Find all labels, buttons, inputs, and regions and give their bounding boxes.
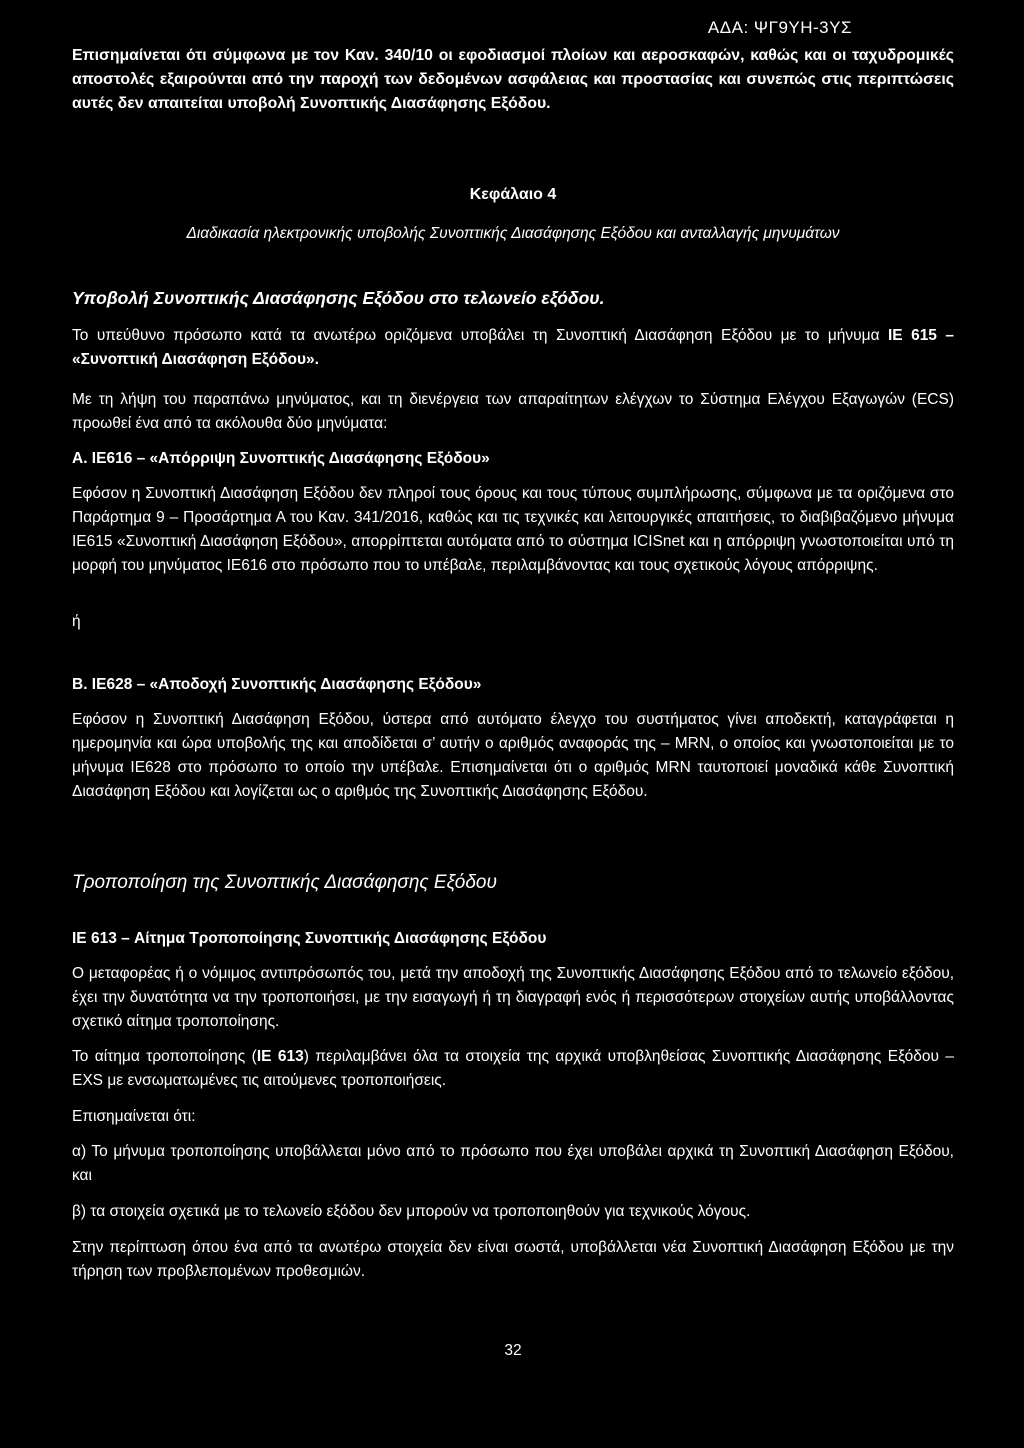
acceptance-paragraph: Εφόσον η Συνοπτική Διασάφηση Εξόδου, ύστερα από αυτόματο έλεγχο του συστήματος γίνει αποδεκτή, καταγράφεται η ημερομηνία και ώρα υποβολής της και αποδίδεται σ’ αυτήν ο αριθμός αναφοράς της – MRN, ο οποίος και γνωστοποιείται με το μήνυμα IE628 στο πρόσωπο το οποίο την υπέβαλε. Επισημαίνεται ότι ο αριθμός MRN ταυτοποιεί μοναδικά κάθε Συνοπτική Διασάφηση Εξόδου και λογίζεται ως ο αριθμός της Συνοπτικής Διασάφησης Εξόδου. [72,711,954,800]
rejection-heading: Α. IE616 – «Απόρριψη Συνοπτικής Διασάφησης Εξόδου» [72,450,490,467]
amendment-paragraph-2 [72,1045,954,1093]
ada-code: ΑΔΑ: ΨΓ9ΥΗ-3ΥΣ [707,18,852,37]
amendment-p2-code: IE 613 [256,1048,304,1065]
amendment-p2-post: ) περιλαμβάνει όλα τα στοιχεία της αρχικά υποβληθείσας Συνοπτικής Διασάφησης Εξόδου – EXS με ενσωματωμένες τις αιτούμενες τροποποιήσεις. [72,1048,954,1089]
ecs-paragraph: Με τη λήψη του παραπάνω μηνύματος, και τη διενέργεια των απαραίτητων ελέγχων το Σύστημα Ελέγχου Εξαγωγών (ECS) προωθεί ένα από τα ακόλουθα δύο μηνύματα: [72,391,954,432]
acceptance-heading: Β. IE628 – «Αποδοχή Συνοπτικής Διασάφησης Εξόδου» [72,676,482,693]
rejection-paragraph: Εφόσον η Συνοπτική Διασάφηση Εξόδου δεν πληροί τους όρους και τους τύπους συμπλήρωσης, σύμφωνα με τα οριζόμενα στο Παράρτημα 9 – Προσάρτημα Α του Καν. 341/2016, καθώς και τις τεχνικές και λειτουργικές απαιτήσεις, το διαβιβαζόμενο μήνυμα IE615 «Συνοπτική Διασάφηση Εξόδου», απορρίπτεται αυτόματα από το σύστημα ICISnet και η απόρριψη γνωστοποιείται υπό τη μορφή του μηνύματος IE616 στο πρόσωπο που το υπέβαλε, περιλαμβάνοντας και τους σχετικούς λόγους απόρριψης. [72,485,954,574]
submission-message-name: IE 615 – «Συνοπτική Διασάφηση Εξόδου». [72,327,954,368]
note-item-a: α) Το μήνυμα τροποποίησης υποβάλλεται μόνο από το πρόσωπο που έχει υποβάλει αρχικά τη Συνοπτική Διασάφηση Εξόδου, και [72,1143,954,1184]
page-number: 32 [504,1342,522,1359]
amendment-subheading: IE 613 – Αίτημα Τροποποίησης Συνοπτικής Διασάφησης Εξόδου [72,930,547,947]
or-separator: ή [72,613,81,630]
amendment-p2-pre: Το αίτημα τροποποίησης ( [72,1048,257,1065]
submission-paragraph [72,324,954,372]
section-heading-amendment: Τροποποίηση της Συνοπτικής Διασάφησης Εξόδου [72,872,497,893]
section-heading-submission: Υποβολή Συνοπτικής Διασάφησης Εξόδου στο τελωνείο εξόδου. [72,288,605,308]
intro-paragraph: Επισημαίνεται ότι σύμφωνα με τον Καν. 340/10 οι εφοδιασμοί πλοίων και αεροσκαφών, καθώς και οι ταχυδρομικές αποστολές εξαιρούνται από την παροχή των δεδομένων ασφάλειας και προστασίας και συνεπώς στις περιπτώσεις αυτές δεν απαιτείται υποβολή Συνοπτικής Διασάφησης Εξόδου. [72,47,954,112]
final-paragraph: Στην περίπτωση όπου ένα από τα ανωτέρω στοιχεία δεν είναι σωστά, υποβάλλεται νέα Συνοπτική Διασάφηση Εξόδου με την τήρηση των προβλεπομένων προθεσμιών. [72,1239,954,1280]
chapter-subtitle: Διαδικασία ηλεκτρονικής υποβολής Συνοπτικής Διασάφησης Εξόδου και ανταλλαγής μηνυμάτων [186,225,840,242]
chapter-title: Κεφάλαιο 4 [469,186,557,203]
amendment-paragraph-1: Ο μεταφορέας ή ο νόμιμος αντιπρόσωπός του, μετά την αποδοχή της Συνοπτικής Διασάφησης Εξόδου από το τελωνείο εξόδου, έχει την δυνατότητα να την τροποποιήσει, με την εισαγωγή ή τη διαγραφή ενός ή περισσότερων στοιχείων αυτής υποβάλλοντας σχετικό αίτημα τροποποίησης. [72,965,954,1030]
note-item-b: β) τα στοιχεία σχετικά με το τελωνείο εξόδου δεν μπορούν να τροποποιηθούν για τεχνικούς λόγους. [72,1203,751,1220]
note-intro: Επισημαίνεται ότι: [72,1108,196,1125]
submission-text: Το υπεύθυνο πρόσωπο κατά τα ανωτέρω οριζόμενα υποβάλει τη Συνοπτική Διασάφηση Εξόδου με το μήνυμα [72,327,888,344]
